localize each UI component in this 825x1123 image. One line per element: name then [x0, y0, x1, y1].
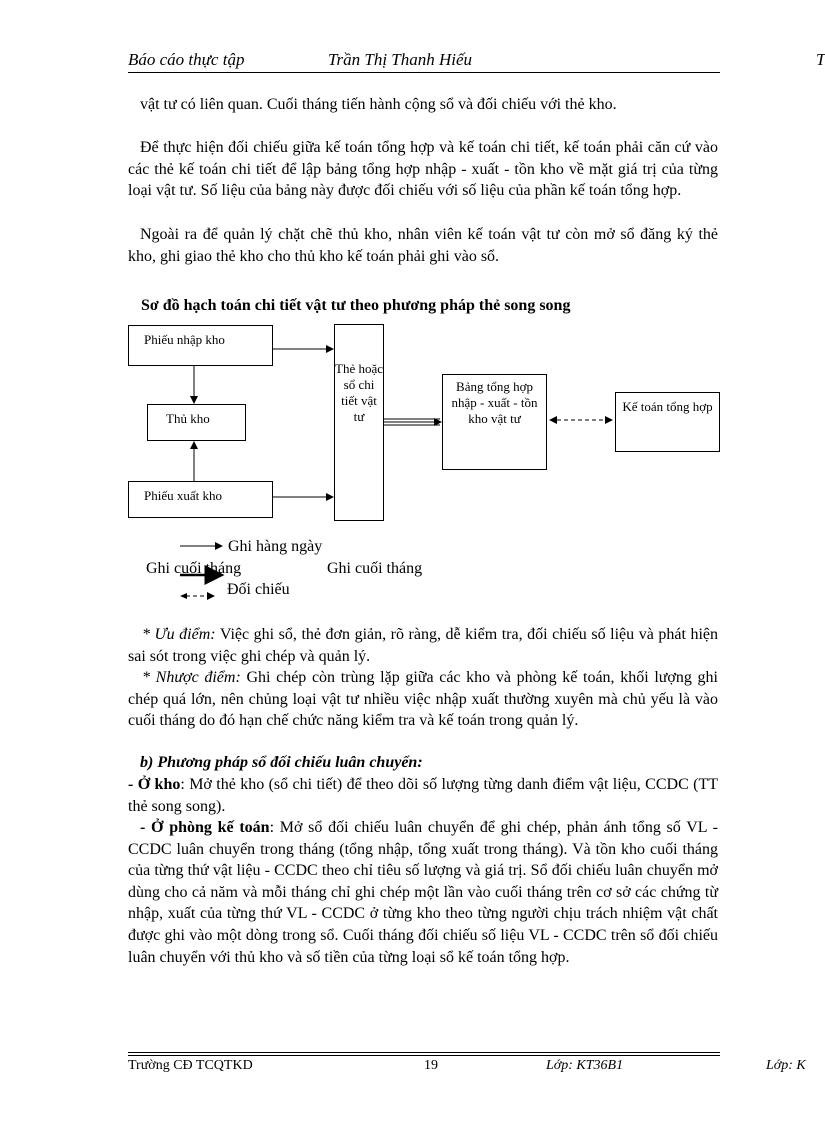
paragraph-o-kho [128, 774, 718, 817]
footer-class: Lớp: KT36B1 [546, 1058, 624, 1073]
diagram-title: Sơ đồ hạch toán chi tiết vật tư theo phương pháp thẻ song song [141, 297, 571, 314]
box-bang-tong-hop: Bảng tổng hợp nhập - xuất - tồn kho vật tư [442, 374, 547, 470]
box-the-kho: Thẻ hoặc sổ chi tiết vật tư [334, 324, 384, 521]
header-report-title: Báo cáo thực tập [128, 50, 245, 69]
uu-diem-label: * Ưu điểm: [142, 626, 216, 643]
arrowhead-bang-left [549, 416, 557, 424]
legend-month-b: Ghi cuối tháng [327, 560, 423, 577]
legend-month-a: Ghi cuối tháng [146, 560, 242, 577]
uu-diem-text: Việc ghi sổ, thẻ đơn giản, rõ ràng, dễ kiểm tra, đối chiếu số liệu và phát hiện sai sót trong việc ghi chép và quản lý. [128, 626, 718, 665]
footer-class-edge: Lớp: K [766, 1058, 806, 1073]
box-ke-toan-tong-hop: Kế toán tổng hợp [615, 392, 720, 452]
header-author: Trần Thị Thanh Hiếu [328, 50, 473, 69]
footer-school: Trường CĐ TCQTKD [128, 1058, 253, 1073]
paragraph-nhuoc-diem [128, 667, 718, 732]
footer-rule-top [128, 1052, 720, 1053]
nhuoc-diem-label: * Nhược điểm: [142, 669, 241, 686]
header-edge-text: T [816, 50, 825, 69]
paragraph-2: Để thực hiện đối chiếu giữa kế toán tổng hợp và kế toán chi tiết, kế toán phải căn cứ vào các thẻ kế toán chi tiết để lập bảng tổng hợp nhập - xuất - tồn kho về mặt giá trị của từng loại vật tư. Số liệu của bảng này được đối chiếu với số liệu của phần kế toán tổng hợp. [128, 139, 718, 200]
o-kho-text: : Mở thẻ kho (sổ chi tiết) để theo dõi số lượng từng danh điểm vật liệu, CCDC (TT thẻ song song). [128, 776, 719, 815]
box-thu-kho: Thủ kho [147, 404, 246, 441]
nhuoc-diem-text: Ghi chép còn trùng lặp giữa các kho và phòng kế toán, khối lượng ghi chép quá lớn, nên chủng loại vật tư nhiều việc nhập xuất thường xuyên mà chủ yếu là vào cuối tháng do đó hạn chế chức năng kiểm tra và kế toán trong quản lý. [128, 669, 718, 730]
footer-rule-bottom [128, 1055, 720, 1056]
box-phieu-xuat-kho: Phiếu xuất kho [128, 481, 273, 518]
o-phong-label: - Ở phòng kế toán [140, 819, 270, 836]
paragraph-uu-diem [128, 624, 718, 667]
legend-compare: Đối chiếu [227, 581, 290, 598]
section-b-heading: b) Phương pháp sổ đối chiếu luân chuyển: [140, 754, 423, 771]
legend-daily: Ghi hàng ngày [228, 538, 323, 555]
legend-arrowhead-compare-left [180, 593, 187, 599]
box-phieu-nhap-kho: Phiếu nhập kho [128, 325, 273, 366]
footer-page-number: 19 [424, 1058, 438, 1073]
paragraph-o-phong-ke-toan [128, 817, 718, 968]
o-phong-text: : Mở sổ đối chiếu luân chuyển để ghi chép, phản ánh tổng số VL - CCDC luân chuyển trong tháng (tổng nhập, tổng xuất trong tháng). Và tồn kho cuối tháng của từng thứ vật liệu - CCDC theo chỉ tiêu số lượng và giá trị. Sổ đối chiếu luân chuyển mở dùng cho cả năm và mỗi tháng chỉ ghi chép một lần vào cuối tháng trên cơ sở các chứng từ nhập, xuất của từng thứ VL - CCDC ở từng kho theo từng người chịu trách nhiệm vật chất được ghi vào một dòng trong sổ. Cuối tháng đối chiếu số liệu VL - CCDC trên sổ đối chiếu luân chuyển với thủ kho và số tiền của từng loại sổ kế toán tổng hợp. [128, 819, 718, 966]
paragraph-1: vật tư có liên quan. Cuối tháng tiến hành cộng sổ và đối chiếu với thẻ kho. [140, 96, 617, 113]
o-kho-label: - Ở kho [128, 776, 181, 793]
paragraph-3: Ngoài ra để quản lý chặt chẽ thủ kho, nhân viên kế toán vật tư còn mở sổ đăng ký thẻ kho, ghi giao thẻ kho cho thủ kho kế toán phải ghi vào sổ. [128, 226, 718, 265]
